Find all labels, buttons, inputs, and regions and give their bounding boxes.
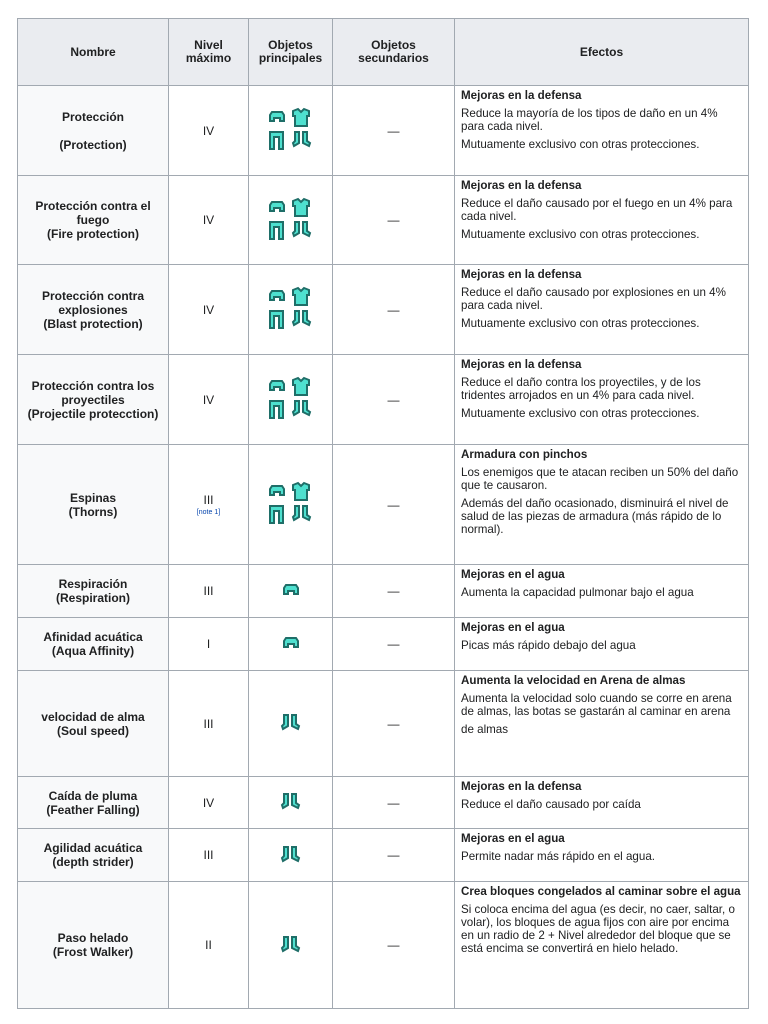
primary-items [249, 355, 333, 445]
effect-title: Mejoras en el agua [461, 832, 565, 845]
footnote-link[interactable]: [note 1] [196, 509, 221, 516]
table-row [18, 265, 749, 355]
max-level: IV [169, 86, 249, 176]
effect-note: Además del daño ocasionado, disminuirá el nivel de salud de las piezas de armadura (más rápido de lo normal). [461, 497, 729, 536]
effect-note: Mutuamente exclusivo con otras protecciones. [461, 138, 700, 151]
armor-set-icon [265, 197, 317, 241]
effects-cell [455, 355, 749, 445]
max-level: III [169, 829, 249, 882]
header-name: Nombre [18, 19, 169, 86]
armor-set-icon [265, 107, 317, 151]
header-effects: Efectos [455, 19, 749, 86]
effect-note: Mutuamente exclusivo con otras protecciones. [461, 228, 700, 241]
secondary-items: — [333, 882, 455, 1009]
armor-set-icon [265, 376, 317, 420]
secondary-items: — [333, 265, 455, 355]
table-row [18, 829, 749, 882]
enchant-name-cell [18, 355, 169, 445]
enchant-name-cell [18, 265, 169, 355]
max-level: IV [169, 176, 249, 265]
boots-icon [280, 935, 302, 953]
effects-cell [455, 882, 749, 1009]
effects-cell [455, 565, 749, 618]
enchant-name-cell [18, 671, 169, 777]
secondary-items: — [333, 777, 455, 829]
effects-cell [455, 176, 749, 265]
effects-cell [455, 829, 749, 882]
table-row [18, 777, 749, 829]
enchant-name-es: Protección contra los proyectiles [31, 378, 155, 407]
table-row [18, 671, 749, 777]
effect-title: Armadura con pinchos [461, 448, 588, 461]
enchant-name-en: (Protection) [59, 137, 127, 152]
header-row [18, 19, 749, 86]
enchantments-table [17, 18, 749, 1009]
enchant-name-en: (Soul speed) [56, 723, 129, 738]
armor-set-icon [265, 286, 317, 330]
enchant-name-en: (Thorns) [68, 504, 118, 519]
max-level: I [169, 618, 249, 671]
boots-icon [280, 713, 302, 731]
max-level: IV [169, 355, 249, 445]
table-row [18, 445, 749, 565]
header-secondary-items: Objetos secundarios [333, 19, 455, 86]
enchant-name-es: Espinas [69, 490, 117, 505]
effect-title: Mejoras en la defensa [461, 268, 582, 281]
secondary-items: — [333, 565, 455, 618]
enchant-name-cell [18, 86, 169, 176]
effect-description: Aumenta la capacidad pulmonar bajo el agua [461, 586, 694, 599]
effect-title: Mejoras en la defensa [461, 358, 582, 371]
effect-title: Mejoras en la defensa [461, 179, 582, 192]
effects-cell [455, 265, 749, 355]
enchant-name-en: (depth strider) [52, 855, 134, 869]
effect-description: Si coloca encima del agua (es decir, no caer, saltar, o volar), los bloques de agua fijos con aire por encima en un radio de 2 + Nivel alrededor del bloque que se está encima se convertirá en hielo helado. [461, 903, 735, 955]
effect-description: Reduce el daño causado por caída [461, 798, 641, 811]
effect-title: Mejoras en la defensa [461, 780, 582, 793]
secondary-items: — [333, 671, 455, 777]
enchant-name-es: Protección contra explosiones [41, 288, 145, 317]
effect-description: Reduce el daño causado por el fuego en un 4% para cada nivel. [461, 197, 733, 223]
enchant-name-cell [18, 882, 169, 1009]
enchant-name-es: Caída de pluma [48, 788, 138, 803]
enchant-name-es: Respiración [58, 577, 128, 591]
secondary-items: — [333, 618, 455, 671]
effects-cell [455, 671, 749, 777]
enchant-name-es: Afinidad acuática [43, 630, 143, 644]
enchant-name-es: Protección [61, 109, 124, 124]
effect-description: Reduce el daño causado por explosiones en un 4% para cada nivel. [461, 286, 726, 312]
primary-items [249, 882, 333, 1009]
effect-description: Permite nadar más rápido en el agua. [461, 850, 655, 863]
primary-items [249, 618, 333, 671]
effect-note: Mutuamente exclusivo con otras protecciones. [461, 317, 700, 330]
max-level: IV [169, 777, 249, 829]
effect-title: Mejoras en el agua [461, 621, 565, 634]
effects-cell [455, 445, 749, 565]
secondary-items: — [333, 445, 455, 565]
helmet-icon [281, 636, 301, 650]
primary-items [249, 265, 333, 355]
header-level: Nivel máximo [169, 19, 249, 86]
max-level: IV [169, 265, 249, 355]
table-row [18, 565, 749, 618]
armor-set-icon [265, 481, 317, 525]
effects-cell [455, 618, 749, 671]
max-level: II [169, 882, 249, 1009]
secondary-items: — [333, 829, 455, 882]
enchant-name-es: Protección contra el fuego [35, 199, 151, 227]
effects-cell [455, 777, 749, 829]
effect-note: Mutuamente exclusivo con otras protecciones. [461, 407, 700, 420]
boots-icon [280, 792, 302, 810]
effect-title: Mejoras en la defensa [461, 89, 582, 102]
enchant-name-cell [18, 565, 169, 618]
primary-items [249, 176, 333, 265]
max-level [169, 445, 249, 565]
enchant-name-en: (Blast protection) [43, 316, 143, 331]
effect-description: Picas más rápido debajo del agua [461, 639, 636, 652]
table-row [18, 355, 749, 445]
helmet-icon [281, 583, 301, 597]
primary-items [249, 565, 333, 618]
enchant-name-en: (Projectile protecction) [27, 406, 159, 421]
table-row [18, 86, 749, 176]
enchant-name-es: velocidad de alma [41, 709, 145, 724]
table-row [18, 882, 749, 1009]
table-row [18, 618, 749, 671]
header-primary-items: Objetos principales [249, 19, 333, 86]
max-level-value: III [203, 493, 214, 507]
secondary-items: — [333, 86, 455, 176]
enchant-name-en: (Feather Falling) [46, 802, 140, 817]
enchant-name-cell [18, 618, 169, 671]
enchant-name-es: Paso helado [57, 931, 129, 945]
effect-title: Aumenta la velocidad en Arena de almas [461, 674, 686, 687]
effect-title: Mejoras en el agua [461, 568, 565, 581]
primary-items [249, 445, 333, 565]
secondary-items: — [333, 355, 455, 445]
primary-items [249, 671, 333, 777]
enchant-name-en: (Aqua Affinity) [51, 644, 135, 658]
boots-icon [280, 845, 302, 863]
enchant-name-cell [18, 777, 169, 829]
enchant-name-en: (Respiration) [55, 591, 130, 605]
enchant-name-cell [18, 829, 169, 882]
enchant-name-en: (Fire protection) [47, 227, 139, 241]
max-level: III [169, 671, 249, 777]
enchant-name-en: (Frost Walker) [52, 945, 134, 959]
effects-cell [455, 86, 749, 176]
primary-items [249, 86, 333, 176]
enchant-name-cell [18, 445, 169, 565]
enchant-name-es: Agilidad acuática [43, 841, 143, 855]
table-row [18, 176, 749, 265]
effect-description: Reduce la mayoría de los tipos de daño en un 4% para cada nivel. [461, 107, 718, 133]
enchant-name-cell [18, 176, 169, 265]
effect-title: Crea bloques congelados al caminar sobre el agua [461, 885, 741, 898]
secondary-items: — [333, 176, 455, 265]
effect-note: de almas [461, 723, 509, 736]
max-level: III [169, 565, 249, 618]
primary-items [249, 829, 333, 882]
effect-description: Los enemigos que te atacan reciben un 50% del daño que te causaron. [461, 466, 739, 492]
primary-items [249, 777, 333, 829]
effect-description: Reduce el daño contra los proyectiles, y de los tridentes arrojados en un 4% para cada nivel. [461, 376, 701, 402]
effect-description: Aumenta la velocidad solo cuando se corre en arena de almas, las botas se gastarán al caminar en arena [461, 692, 732, 718]
